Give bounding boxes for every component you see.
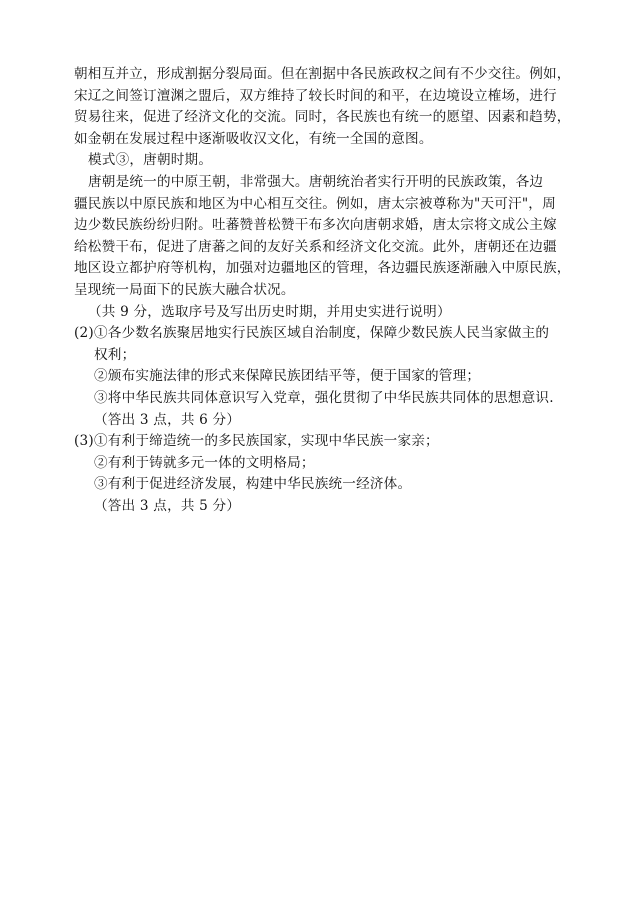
part2-item1-text: ①各少数名族聚居地实行民族区域自治制度，保障少数民族人民当家做主的	[94, 325, 550, 342]
paragraph-line: 唐朝是统一的中原王朝，非常强大。唐朝统治者实行开明的民族政策，各边	[88, 173, 544, 190]
part2-score: （答出 3 点，共 6 分）	[94, 411, 241, 428]
paragraph-line: 贸易往来，促进了经济文化的交流。同时，各民族也有统一的愿望、因素和趋势，	[74, 109, 571, 126]
paragraph-line: 给松赞干布，促进了唐蕃之间的友好关系和经济文化交流。此外，唐朝还在边疆	[74, 238, 557, 255]
paragraph-line: 朝相互并立，形成割据分裂局面。但在割据中各民族政权之间有不少交往。例如，	[74, 66, 571, 82]
paragraph-line: 宋辽之间签订澶渊之盟后，双方维持了较长时间的和平，在边境设立榷场，进行	[74, 87, 557, 104]
paragraph-line: 呈现统一局面下的民族大融合状况。	[74, 281, 295, 298]
part3-item1-text: ①有利于缔造统一的多民族国家，实现中华民族一家亲；	[94, 433, 439, 450]
part2-item2: ②颁布实施法律的形式来保障民族团结平等，便于国家的管理；	[94, 368, 481, 385]
score-note: （共 9 分，选取序号及写出历史时期，并用史实进行说明）	[88, 303, 451, 320]
part2-item3: ③将中华民族共同体意识写入党章，强化贯彻了中华民族共同体的思想意识.	[94, 389, 554, 406]
part1-section	[74, 64, 602, 323]
paragraph-line: 边少数民族纷纷归附。吐蕃赞普松赞干布多次向唐朝求婚，唐太宗将文成公主嫁	[74, 217, 557, 234]
paragraph-line: 疆民族以中原民族和地区为中心相互交往。例如，唐太宗被尊称为"天可汗"，周	[74, 195, 556, 212]
part3-item1-line	[74, 431, 602, 453]
mode3-heading: 模式③，唐朝时期。	[88, 152, 213, 169]
part3-score: （答出 3 点，共 5 分）	[94, 497, 241, 514]
part2-section	[74, 323, 602, 431]
part3-section	[74, 431, 602, 517]
part3-number: (3)	[74, 433, 94, 450]
part2-item1-line	[74, 323, 602, 345]
paragraph-line: 地区设立都护府等机构，加强对边疆地区的管理，各边疆民族逐渐融入中原民族，	[74, 260, 571, 277]
part2-item1-continuation: 权利；	[94, 346, 136, 363]
answer-page	[74, 64, 602, 517]
part3-item2: ②有利于铸就多元一体的文明格局；	[94, 454, 315, 471]
part3-item3: ③有利于促进经济发展，构建中华民族统一经济体。	[94, 476, 412, 493]
part2-number: (2)	[74, 325, 94, 342]
paragraph-line: 如金朝在发展过程中逐渐吸收汉文化，有统一全国的意图。	[74, 130, 433, 147]
